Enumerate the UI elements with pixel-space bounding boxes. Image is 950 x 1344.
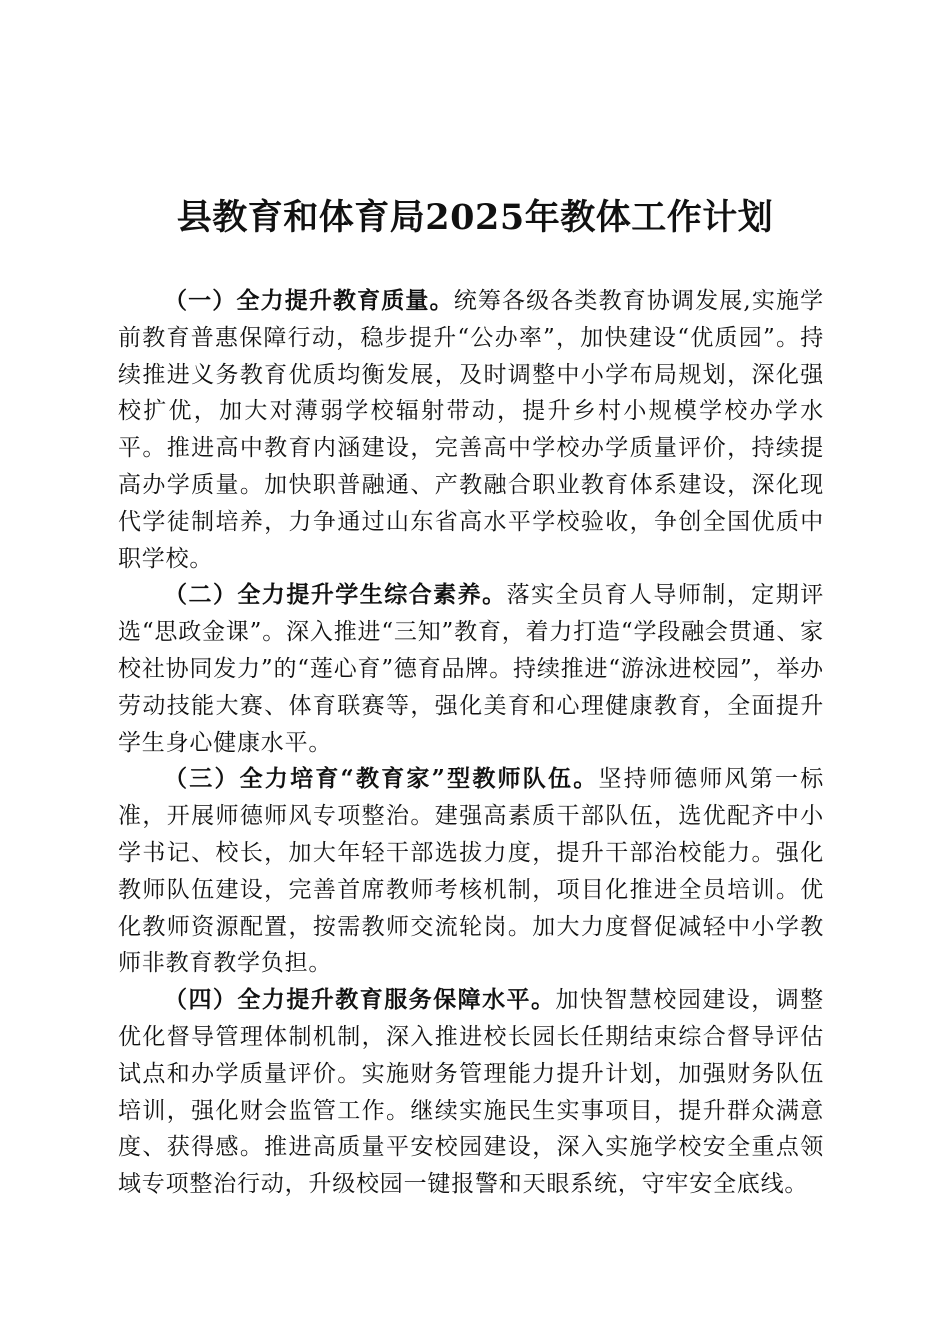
document-title: 县教育和体育局2025年教体工作计划 xyxy=(176,197,774,238)
section-2-paragraph xyxy=(118,577,824,761)
section-2-text: 落实全员育人导师制，定期评选“思政金课”。深入推进“三知”教育，着力打造“学段融会贯通、家校社协同发力”的“莲心育”德育品牌。持续推进“游泳进校园”，举办劳动技能大赛、体育联赛等，强化美育和心理健康教育，全面提升学生身心健康水平。 xyxy=(118,582,825,756)
section-2-heading: （二）全力提升学生综合素养。 xyxy=(164,581,507,609)
section-1-heading: （一）全力提升教育质量。 xyxy=(164,287,454,314)
section-4-heading: （四）全力提升教育服务保障水平。 xyxy=(164,986,556,1014)
section-4-paragraph xyxy=(118,982,824,1203)
section-3-paragraph xyxy=(118,761,824,982)
section-4-text: 加快智慧校园建设，调整优化督导管理体制机制，深入推进校长园长任期结束综合督导评估试点和办学质量评价。实施财务管理能力提升计划，加强财务队伍培训，强化财会监管工作。继续实施民生实事项目，提升群众满意度、获得感。推进高质量平安校园建设，深入实施学校安全重点领域专项整治行动，升级校园一键报警和天眼系统，守牢安全底线。 xyxy=(118,987,824,1198)
section-1-text: 统筹各级各类教育协调发展,实施学前教育普惠保障行动，稳步提升“公办率”，加快建设“优质园”。持续推进义务教育优质均衡发展，及时调整中小学布局规划，深化强校扩优，加大对薄弱学校辐射带动，提升乡村小规模学校办学水平。推进高中教育内涵建设，完善高中学校办学质量评价，持续提高办学质量。加快职普融通、产教融合职业教育体系建设，深化现代学徒制培养，力争通过山东省高水平学校验收，争创全国优质中职学校。 xyxy=(118,288,824,572)
document-body xyxy=(118,283,824,1203)
section-1-paragraph xyxy=(118,283,824,577)
section-3-heading: （三）全力培育“教育家”型教师队伍。 xyxy=(164,765,599,793)
section-3-text: 坚持师德师风第一标准，开展师德师风专项整治。建强高素质干部队伍，选优配齐中小学书记、校长，加大年轻干部选拔力度，提升干部治校能力。强化教师队伍建设，完善首席教师考核机制，项目化推进全员培训。优化教师资源配置，按需教师交流轮岗。加大力度督促减轻中小学教师非教育教学负担。 xyxy=(118,766,825,977)
